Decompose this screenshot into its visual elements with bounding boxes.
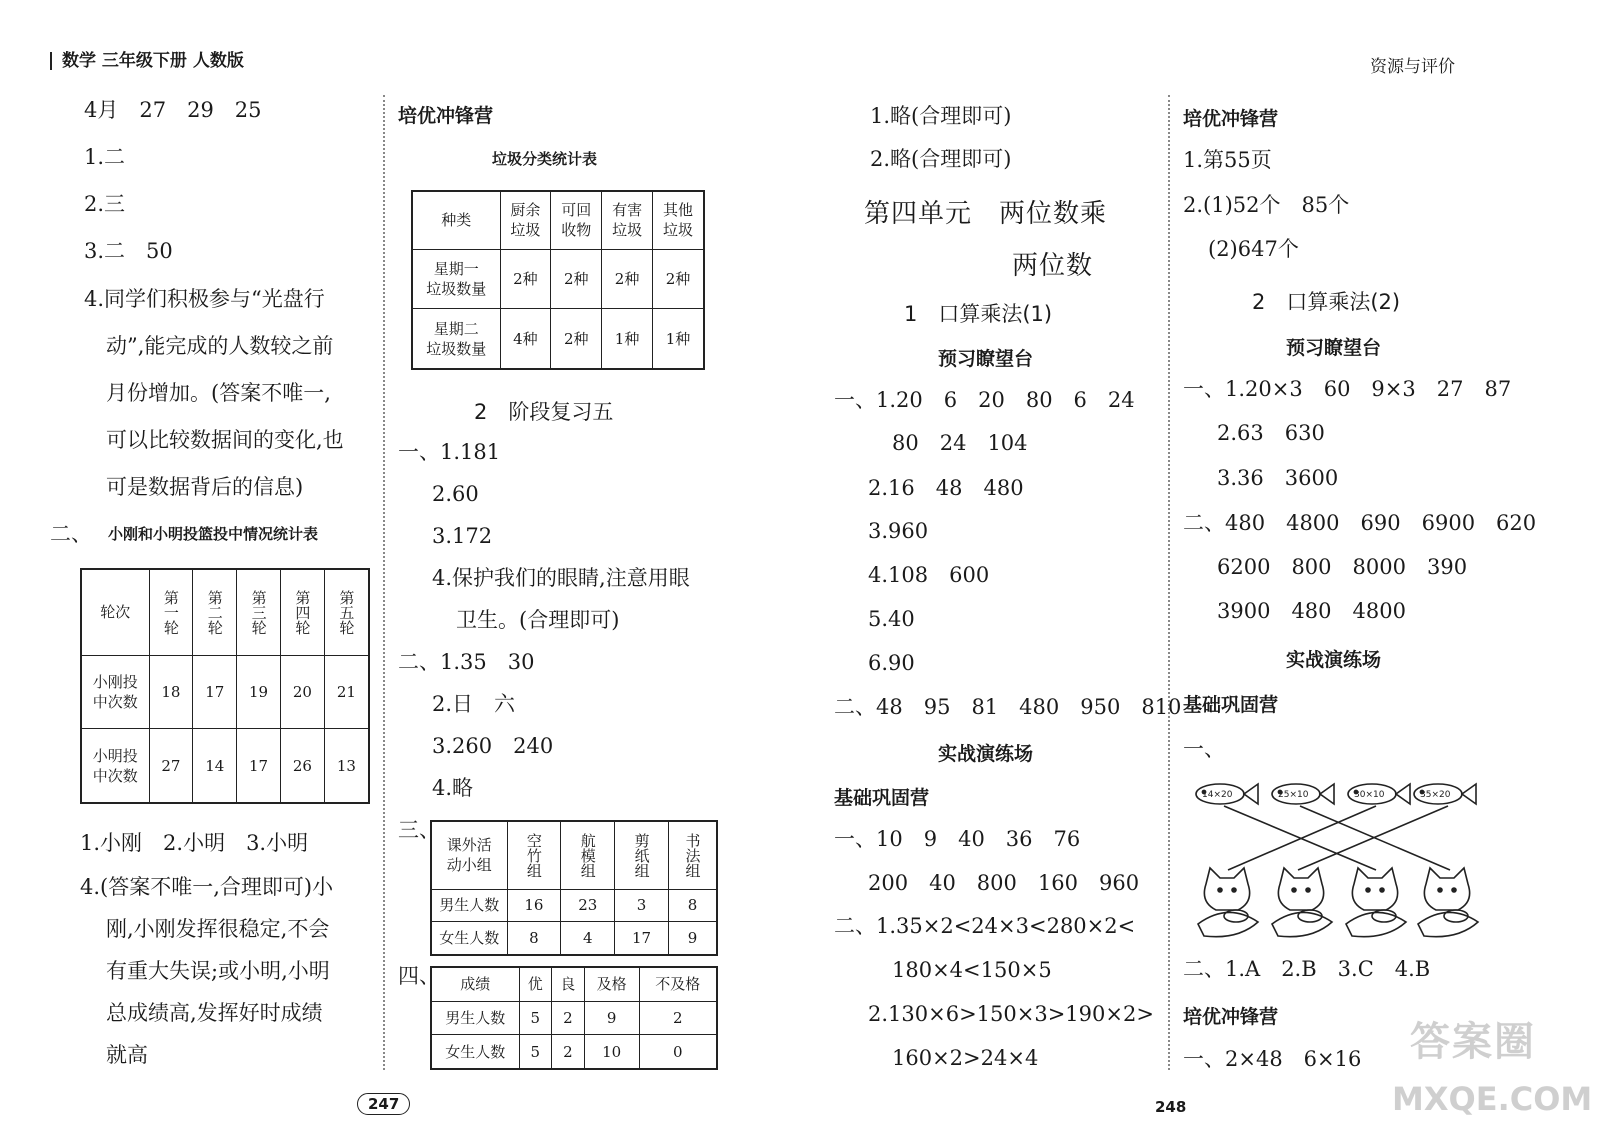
- lesson-title-2: 2 口算乘法(2): [1252, 290, 1401, 314]
- page-number-right: 248: [1155, 1098, 1187, 1116]
- table-cell: 17: [615, 922, 669, 955]
- answer-4b-line3: 有重大失误;或小明,小明: [106, 959, 330, 983]
- unit-title-line1: 第四单元 两位数乘: [864, 199, 1108, 229]
- subsection-practice-2: 实战演练场: [1286, 649, 1382, 671]
- subsection-preview-2: 预习瞭望台: [1286, 337, 1382, 359]
- c4-line2: 2.(1)52个 85个: [1183, 193, 1350, 217]
- c3-a1-line7: 6.90: [868, 651, 915, 675]
- column-divider-right-page: [1168, 95, 1170, 1070]
- c3-b2-line4: 160×2>24×4: [892, 1046, 1039, 1070]
- part-two-marker: 二、: [50, 522, 92, 546]
- fish-label: 25×10: [1278, 790, 1309, 800]
- table-cell: 17: [193, 655, 237, 729]
- row-label: 女生人数: [431, 922, 507, 955]
- c3-b2-line2: 180×4<150×5: [892, 958, 1052, 982]
- table-cell: 0: [639, 1035, 717, 1069]
- table-cell: 18: [149, 655, 193, 729]
- c3-a1-line1: 一、1.20 6 20 80 6 24: [834, 388, 1135, 412]
- answer-q4-line2: 动”,能完成的人数较之前: [106, 334, 334, 358]
- c3-a1-line3: 2.16 48 480: [868, 476, 1024, 500]
- table-cell: 2种: [551, 309, 602, 369]
- c3-b2-line1: 二、1.35×2<24×3<280×2<: [834, 914, 1136, 938]
- column-header: 成绩: [431, 967, 519, 1001]
- table-cell: 20: [280, 655, 324, 729]
- table-row: [412, 309, 704, 369]
- c4-p1-line2: 2.63 630: [1217, 421, 1325, 445]
- c3-b2-line3: 2.130×6>150×3>190×2>: [868, 1002, 1154, 1026]
- table-cell: 8: [507, 922, 561, 955]
- group-header: 书法组: [668, 821, 717, 889]
- table-cell: 2: [552, 1035, 585, 1069]
- row-label: 男生人数: [431, 1001, 519, 1035]
- answer-4b-line1: 4.(答案不唯一,合理即可)小: [80, 875, 334, 899]
- table-cell: 27: [149, 729, 193, 803]
- review-s2-line4: 4.略: [432, 776, 474, 800]
- watermark-url: MXQE.COM: [1392, 1080, 1593, 1118]
- table-cell: 8: [668, 889, 717, 922]
- column-header: 厨余 垃圾: [500, 191, 551, 249]
- review-s1-line2: 2.60: [432, 482, 479, 506]
- lesson-title-1: 1 口算乘法(1): [904, 302, 1053, 326]
- table-row: [431, 1001, 717, 1035]
- review-s1-line3: 3.172: [432, 524, 493, 548]
- column-divider-left-page: [383, 95, 385, 1070]
- section-title-advanced-3: 培优冲锋营: [1183, 1006, 1279, 1028]
- c4-choice-answers: 二、1.A 2.B 3.C 4.B: [1183, 957, 1431, 981]
- page-number-left: 247: [357, 1093, 410, 1115]
- c4-p2-line1: 二、480 4800 690 6900 620: [1183, 511, 1537, 535]
- table-corner: 轮次: [81, 569, 149, 655]
- table-row: [81, 655, 369, 729]
- c3-b1-line1: 一、10 9 40 36 76: [834, 827, 1081, 851]
- table-cell: 9: [584, 1001, 639, 1035]
- column-header: 良: [552, 967, 585, 1001]
- page-header-left: 数学 三年级下册 人数版: [50, 46, 244, 71]
- table-row: [431, 922, 717, 955]
- table-cell: 9: [668, 922, 717, 955]
- c4-line3: (2)647个: [1208, 237, 1299, 261]
- subsection-practice: 实战演练场: [938, 743, 1034, 765]
- c3-a2: 二、48 95 81 480 950 810: [834, 695, 1182, 719]
- c4-last-line: 一、2×48 6×16: [1183, 1047, 1362, 1071]
- row-label: 小明投 中次数: [81, 729, 149, 803]
- table-cell: 5: [519, 1001, 552, 1035]
- cat-icon: [1346, 868, 1406, 937]
- c3-a1-line2: 80 24 104: [892, 431, 1028, 455]
- table-cell: 26: [280, 729, 324, 803]
- lesson-title-review: 2 阶段复习五: [474, 400, 614, 424]
- table-row: [431, 1035, 717, 1069]
- table-cell: 21: [324, 655, 369, 729]
- table-cell: 10: [584, 1035, 639, 1069]
- c4-p1-line1: 一、1.20×3 60 9×3 27 87: [1183, 377, 1512, 401]
- review-s2-line1: 二、1.35 30: [398, 650, 535, 674]
- subsection-basic-2: 基础巩固营: [1183, 694, 1279, 716]
- table-cell: 17: [237, 729, 281, 803]
- group-header: 空竹组: [507, 821, 561, 889]
- subsection-preview: 预习瞭望台: [938, 348, 1034, 370]
- row-label: 男生人数: [431, 889, 507, 922]
- table-cell: 23: [561, 889, 615, 922]
- watermark-logo: 答案圈: [1410, 1019, 1536, 1065]
- answer-q4-line5: 可是数据背后的信息): [106, 475, 304, 499]
- table-cell: 1种: [652, 309, 704, 369]
- answer-q4-line3: 月份增加。(答案不唯一,: [106, 381, 331, 405]
- basketball-stats-table: [80, 568, 370, 804]
- activity-groups-table: [430, 820, 718, 956]
- column-header: 有害 垃圾: [602, 191, 653, 249]
- answers-1-2-3: 1.小刚 2.小明 3.小明: [80, 831, 309, 855]
- fish-label: 30×10: [1354, 790, 1385, 800]
- round-header: 第二轮: [193, 569, 237, 655]
- table-row: [81, 729, 369, 803]
- subsection-basic: 基础巩固营: [834, 787, 930, 809]
- row-label: 星期一 垃圾数量: [412, 249, 500, 309]
- answer-q3: 3.二 50: [84, 239, 173, 263]
- table-cell: 1种: [602, 309, 653, 369]
- table-corner: 课外活 动小组: [431, 821, 507, 889]
- fish-label: 14×20: [1202, 790, 1233, 800]
- c3-a1-line5: 4.108 600: [868, 563, 990, 587]
- answer-4b-line5: 就高: [106, 1043, 148, 1067]
- table-caption-basketball: 小刚和小明投篮投中情况统计表: [108, 525, 319, 543]
- table-cell: 2: [639, 1001, 717, 1035]
- c3-a1-line4: 3.960: [868, 519, 929, 543]
- table-row: [412, 249, 704, 309]
- page-header-right: 资源与评价: [1370, 57, 1455, 77]
- review-s2-line2: 2.日 六: [432, 692, 516, 716]
- review-s1-line1: 一、1.181: [398, 440, 501, 464]
- table-cell: 14: [193, 729, 237, 803]
- c4-p1-line3: 3.36 3600: [1217, 466, 1339, 490]
- c4-p2-line2: 6200 800 8000 390: [1217, 555, 1468, 579]
- table-cell: 2种: [500, 249, 551, 309]
- match-marker: 一、: [1183, 737, 1225, 761]
- c3-a1-line6: 5.40: [868, 607, 915, 631]
- answer-4b-line2: 刚,小刚发挥很稳定,不会: [106, 917, 330, 941]
- c4-line1: 1.第55页: [1183, 148, 1272, 172]
- round-header: 第三轮: [237, 569, 281, 655]
- garbage-classification-table: [411, 190, 705, 370]
- table-cell: 3: [615, 889, 669, 922]
- top-answer-1: 1.略(合理即可): [870, 104, 1012, 128]
- table-cell: 13: [324, 729, 369, 803]
- review-s2-line3: 3.260 240: [432, 734, 554, 758]
- round-header: 第一轮: [149, 569, 193, 655]
- review-s1-line4: 4.保护我们的眼睛,注意用眼: [432, 566, 690, 590]
- section-title-advanced: 培优冲锋营: [398, 105, 494, 127]
- table-cell: 5: [519, 1035, 552, 1069]
- answer-q1: 1.二: [84, 145, 126, 169]
- table-cell: 16: [507, 889, 561, 922]
- unit-title-line2: 两位数: [1012, 251, 1094, 281]
- table-cell: 2种: [551, 249, 602, 309]
- part-three-marker: 三、: [398, 818, 440, 842]
- c4-p2-line3: 3900 480 4800: [1217, 599, 1406, 623]
- section-title-advanced-2: 培优冲锋营: [1183, 108, 1279, 130]
- top-answer-2: 2.略(合理即可): [870, 147, 1012, 171]
- cat-icon: [1418, 868, 1478, 937]
- answer-april-row: 4月 27 29 25: [84, 98, 262, 122]
- group-header: 航模组: [561, 821, 615, 889]
- fish-cat-matching-illustration: [1188, 770, 1488, 945]
- answer-q4-line4: 可以比较数据间的变化,也: [106, 428, 344, 452]
- answer-q4-line1: 4.同学们积极参与“光盘行: [84, 287, 325, 311]
- row-label: 女生人数: [431, 1035, 519, 1069]
- row-label: 小刚投 中次数: [81, 655, 149, 729]
- table-cell: 4: [561, 922, 615, 955]
- column-header: 不及格: [639, 967, 717, 1001]
- table-cell: 4种: [500, 309, 551, 369]
- part-four-marker: 四、: [398, 964, 440, 988]
- row-label: 星期二 垃圾数量: [412, 309, 500, 369]
- table-cell: 2种: [602, 249, 653, 309]
- table-cell: 2种: [652, 249, 704, 309]
- cat-icon: [1198, 868, 1258, 937]
- column-header: 可回 收物: [551, 191, 602, 249]
- cat-icon: [1272, 868, 1332, 937]
- round-header: 第五轮: [324, 569, 369, 655]
- grades-table: [430, 966, 718, 1070]
- table-row: [431, 889, 717, 922]
- review-s1-line5: 卫生。(合理即可): [456, 608, 620, 632]
- c3-b1-line2: 200 40 800 160 960: [868, 871, 1140, 895]
- column-header: 及格: [584, 967, 639, 1001]
- column-header: 优: [519, 967, 552, 1001]
- table-caption-garbage: 垃圾分类统计表: [492, 150, 598, 168]
- answer-4b-line4: 总成绩高,发挥好时成绩: [106, 1001, 323, 1025]
- table-cell: 19: [237, 655, 281, 729]
- round-header: 第四轮: [280, 569, 324, 655]
- group-header: 剪纸组: [615, 821, 669, 889]
- table-corner: 种类: [412, 191, 500, 249]
- table-cell: 2: [552, 1001, 585, 1035]
- column-header: 其他 垃圾: [652, 191, 704, 249]
- answer-q2: 2.三: [84, 192, 126, 216]
- fish-label: 35×20: [1420, 790, 1451, 800]
